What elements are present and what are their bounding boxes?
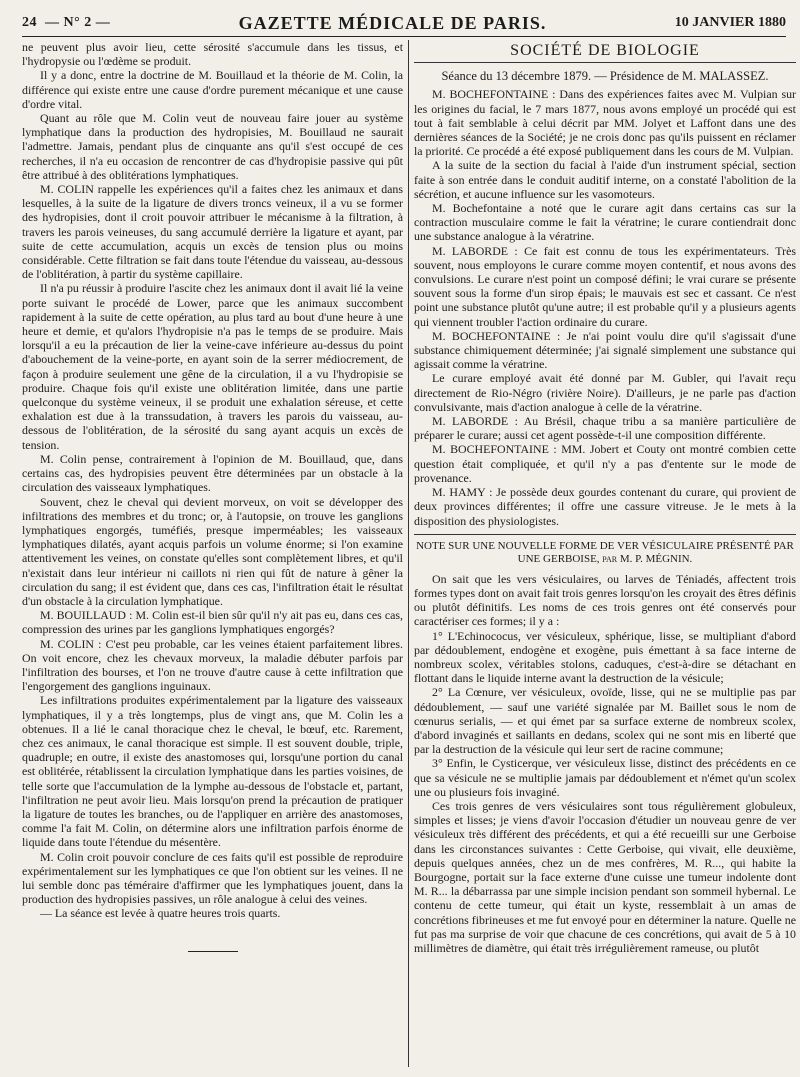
paragraph: M. COLIN rappelle les expériences qu'il a faites chez les animaux et dans lesquelles, à la suite de la ligature de divers troncs veineux, il a vu se former des hydropisies, dont il croit pouvoir attribuer le mécanisme à la filtration, à travers les parois veineuses, du sang accumulé derrière la ligature et ayant, par suite de cette accumulation, acquis un excès de tension plus ou moins considérable. Cette filtration se fait dans toute l'étendue du vaisseau, au-dessous de l'oblitération, à partir du système capillaire. [22, 182, 403, 282]
paragraph: M. LABORDE : Ce fait est connu de tous les expérimentateurs. Très souvent, nous employons le curare comme moyen contentif, et nous avons des convulsions. Le curare n'est point un composé défini; le vrai curare se présente souvent sous la forme d'un sirop épais; le mauvais est sec et cassant. Ce n'est point une substance plutôt qu'une autre; il est probable qu'il y a plusieurs agents qui viennent troubler l'action ordinaire du curare. [414, 243, 796, 329]
paragraph: M. COLIN : C'est peu probable, car les veines étaient parfaitement libres. On voit encore, chez les chevaux morveux, la maladie débuter parfois par l'infiltration des bourses, et l'on ne trouve d'autre cause à cette infiltration que l'engorgement des ganglions inguinaux. [22, 636, 403, 694]
paragraph: Quant au rôle que M. Colin veut de nouveau faire jouer au système lymphatique dans la production des hydropisies, M. Bouillaud ne saurait l'admettre. Jamais, pendant plus de cinquante ans qu'il s'est occupé de ces recherches, il n'a eu occasion de rencontrer de cas d'hydropisie passive qui pût être attribué à des oblitérations lymphatiques. [22, 111, 403, 182]
paragraph: M. LABORDE : Au Brésil, chaque tribu a sa manière particulière de préparer le curare; aussi cet agent possède-t-il une composition différente. [414, 414, 796, 443]
paragraph: M. BOCHEFONTAINE : Dans des expériences faites avec M. Vulpian sur les origines du facial, le 7 mars 1877, nous avons employé un procédé qui est tout à fait semblable à celui décrit par MM. Jolyet et Laffont dans une des dernières séances de la Société; je ne crois donc pas qu'ils puissent en réclamer la priorité. Ce procédé a été exposé publiquement dans les cours de M. Vulpian. [414, 87, 796, 159]
end-rule [188, 951, 238, 952]
paragraph: M. BOUILLAUD : M. Colin est-il bien sûr qu'il n'y ait pas eu, dans ces cas, compression des urines par les ganglions lymphatiques engorgés? [22, 608, 403, 637]
right-column [414, 40, 796, 1073]
left-column [22, 40, 403, 1073]
issue-date: 10 JANVIER 1880 [674, 15, 786, 30]
paragraph: M. BOCHEFONTAINE : MM. Jobert et Couty ont montré combien cette question était compliquée, et qu'il n'y a pas d'entente sur le mode de provenance. [414, 442, 796, 485]
paragraph: 2° La Cœnure, ver vésiculeux, ovoïde, lisse, qui ne se multiplie pas par dédoublement, — sauf une variété signalée par M. Baillet sous le nom de cœnurus serialis, — et qui émet par sa surface externe de nombreux scolex, d'abord invaginés et saillants en dedans, scolex qui ne sont mis en liberté que par la destruction de la vésicule qui leur sert de racine commune; [414, 685, 796, 757]
paragraph: 3° Enfin, le Cysticerque, ver vésiculeux lisse, distinct des précédents en ce que sa vésicule ne se multiplie jamais par dédoublement et n'émet qu'un scolex une ou plusieurs fois invaginé. [414, 756, 796, 799]
paragraph: M. Bochefontaine a noté que le curare agit dans certains cas sur la contraction musculaire comme le fait la vératrine; le curare contiendrait donc une substance analogue à la vératrine. [414, 201, 796, 244]
paragraph: Il n'a pu réussir à produire l'ascite chez les animaux dont il avait lié la veine porte suivant le procédé de Lower, parce que les animaux succombent rapidement à la suite de cette opération, au plus tard au bout d'une heure à une heure et demie, et qu'alors l'hydropisie n'a pas le temps de se produire. Mais lorsqu'il a eu la précaution de lier la veine-cave inférieure au-dessus du point d'abouchement de la veine-porte, en ayant soin de la serrer médiocrement, de façon à produire seulement une gêne de la circulation, il a vu l'hydropisie se produire. Chaque fois qu'il existe une oblitération limitée, dans une partie quelconque du système veineux, il se produit une exhalation séreuse, et cette exhalation est due à la transsudation, à travers les parois du vaisseau, au-dessous de l'oblitération, de la sérosité du sang ayant acquis un excès de tension. [22, 281, 403, 452]
page-number-issue: 24 — N° 2 — [22, 15, 111, 30]
session-line: Séance du 13 décembre 1879. — Présidence de M. MALASSEZ. [441, 69, 769, 84]
note-title: NOTE SUR UNE NOUVELLE FORME DE VER VÉSICULAIRE PRÉSENTÉ PAR UNE GERBOISE, par M. P. MÉGNIN. [414, 534, 796, 566]
column-divider [408, 40, 409, 1067]
society-title: SOCIÉTÉ DE BIOLOGIE [414, 44, 796, 63]
paragraph: Il y a donc, entre la doctrine de M. Bouillaud et la théorie de M. Colin, la différence qui existe entre une cause d'ordre purement mécanique et une cause d'ordre vital. [22, 68, 403, 111]
paragraph: A la suite de la section du facial à l'aide d'un instrument spécial, section faite à son entrée dans le conduit auditif interne, on a constaté l'abolition de la sécrétion, et aucune influence sur les vasomoteurs. [414, 158, 796, 201]
paragraph: ne peuvent plus avoir lieu, cette sérosité s'accumule dans les tissus, et l'hydropysie ou l'œdème se produit. [22, 40, 403, 69]
paragraph: On sait que les vers vésiculaires, ou larves de Téniadés, affectent trois formes types dont on avait fait trois genres lorsqu'on les croyait des êtres définis ou plutôt définitifs. Les noms de ces trois genres ont été conservés pour caractériser ces formes; il y a : [414, 571, 796, 629]
closing-line: — La séance est levée à quatre heures trois quarts. [40, 906, 281, 921]
journal-title: GAZETTE MÉDICALE DE PARIS. [238, 12, 547, 33]
page-header [22, 10, 786, 37]
paragraph: M. BOCHEFONTAINE : Je n'ai point voulu dire qu'il s'agissait d'une substance chimiquement déterminée; j'ai signalé simplement une substance qui agissait comme la vératrine. [414, 328, 796, 372]
paragraph: M. Colin pense, contrairement à l'opinion de M. Bouillaud, que, dans certains cas, des hydropisies peuvent être déterminées par un obstacle à la circulation des vaisseaux lymphatiques. [22, 451, 403, 495]
paragraph: Souvent, chez le cheval qui devient morveux, on voit se développer des infiltrations des membres et du tronc; or, à l'autopsie, on trouve les ganglions lymphatiques engorgés, tuméfiés, presque imperméables; les vaisseaux lymphatiques dilatés, ayant acquis parfois un volume énorme; si l'on examine attentivement les veines, on constate qu'elles sont complètement libres, et qu'il n'existait dans leur intérieur ni caillots ni rien qui fût de nature à gêner la circulation du sang; il est évident que, dans ces cas, l'infiltration était le résultat d'un obstacle à la circulation lymphatique. [22, 494, 403, 608]
paragraph: Ces trois genres de vers vésiculaires sont tous régulièrement globuleux, simples et lisses; je viens d'avoir l'occasion d'étudier un nouveau genre de ver vésiculeux très différent des précédents, et qui a été recueilli sur une Gerboise dans les circonstances suivantes : Cette Gerboise, qui vivait, elle deuxième, depuis quelques années, chez un de mes confrères, M. R..., qui habite la Bourgogne, portait sur la face externe d'une cuisse une tumeur indolente dont M. R... la débarrassa par une simple incision pendant son sommeil hybernal. Le contenu de cette tumeur, qui était un kyste, ressemblait à un amas de concrétions fibrineuses et me fut envoyé pour en déterminer la nature. Quelle ne fut pas ma surprise de voir que chacune de ces concrétions, qui avait de 5 à 10 millimètres de diamètre, qui était très irrégulièrement rameuse, ou plutôt [414, 798, 796, 955]
paragraph: Le curare employé avait été donné par M. Gubler, qui l'avait reçu directement de Rio-Négro (rivière Noire). D'ailleurs, je ne parle pas d'action convulsivante, mais d'action analogue à celle de la vératrine. [414, 371, 796, 414]
paragraph: Les infiltrations produites expérimentalement par la ligature des vaisseaux lymphatiques, il y a très longtemps, plus de vingt ans, que M. Colin les a obtenues. Il a lié le canal thoracique chez le cheval, le bœuf, etc. Rarement, chez ces animaux, le canal thoracique est simple. Il est souvent double, triple, quadruple; en outre, il existe des anastomoses qui, lorsqu'une portion du canal est oblitérée, rétablissent la circulation lymphatique dans les parties voisines, de telle sorte que l'accumulation de la lymphe au-dessous de l'obstacle et, partant, l'infiltration ne peut avoir lieu. Mais lorsqu'on prend la précaution de pratiquer la ligature de toutes les branches, ou de l'appliquer en arrière des anastomoses, comme l'a fait M. Colin, on détermine alors une infiltration parfois énorme de liquide dans toute l'étendue du mésentère. [22, 693, 403, 850]
paragraph: 1° L'Echinococus, ver vésiculeux, sphérique, lisse, se multipliant d'abord par dédoublement, endogène et exogène, puis émettant à sa face interne de nombreux scolex, véritables stolons, caduques, c'est-à-dire se détachant en flottant dans le liquide interne avant la destruction de la vésicule; [414, 628, 796, 686]
paragraph: M. Colin croit pouvoir conclure de ces faits qu'il est possible de reproduire expérimentalement sur les lymphatiques ce que l'on obtient sur les veines. Il ne lui semble donc pas téméraire d'affirmer que les lymphatiques jouent, dans la production des hydropisies passives, un rôle analogue à celui des veines. [22, 849, 403, 907]
paragraph: M. HAMY : Je possède deux gourdes contenant du curare, qui provient de deux provinces différentes; il offre une cassure vitreuse. Je le mets à la disposition des physiologistes. [414, 485, 796, 528]
